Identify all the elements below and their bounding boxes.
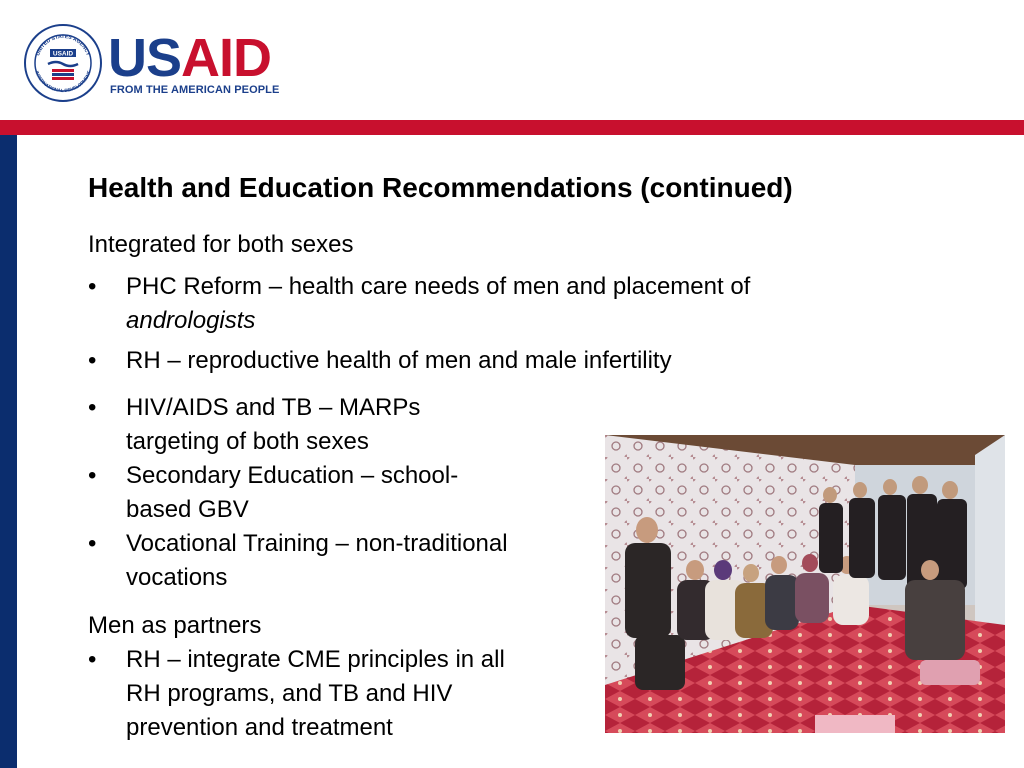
- seal-center-text: USAID: [52, 50, 74, 58]
- header-red-band: [0, 120, 1024, 135]
- bullet-dot: •: [88, 347, 97, 374]
- bullet-text-italic: andrologists: [126, 307, 256, 334]
- bullet-list-integrated-top: [88, 270, 888, 378]
- wordmark-us: US: [108, 28, 182, 88]
- bullet-dot: •: [88, 530, 97, 557]
- bullet-list-partners: [88, 643, 598, 745]
- group-photo: [605, 435, 1005, 733]
- wordmark-aid: AID: [181, 28, 272, 88]
- bullet-text: RH – reproductive health of men and male infertility: [126, 347, 672, 374]
- seal-text-bottom: INTERNATIONAL DEVELOPMENT: [34, 70, 92, 94]
- list-item: [88, 643, 598, 745]
- section-heading-partners: Men as partners: [88, 612, 262, 639]
- bullet-dot: •: [88, 646, 97, 673]
- list-item: [88, 527, 598, 595]
- section-heading-integrated: Integrated for both sexes: [88, 231, 354, 258]
- left-accent-bar: [0, 135, 17, 768]
- bullet-text: Vocational Training – non-traditional: [126, 530, 508, 557]
- bullet-list-integrated-bottom: [88, 391, 598, 595]
- list-item: [88, 344, 888, 378]
- list-item: [88, 391, 598, 459]
- group-photo-image: [605, 435, 1005, 733]
- bullet-dot: •: [88, 273, 97, 300]
- usaid-wordmark: [108, 28, 272, 88]
- bullet-text: based GBV: [126, 496, 249, 523]
- bullet-text: targeting of both sexes: [126, 428, 369, 455]
- list-item: [88, 270, 888, 338]
- bullet-text: RH programs, and TB and HIV: [126, 680, 453, 707]
- bullet-text: PHC Reform – health care needs of men and placement of: [126, 273, 751, 300]
- bullet-text: vocations: [126, 564, 228, 591]
- slide-title: Health and Education Recommendations (continued): [88, 172, 793, 203]
- bullet-text: HIV/AIDS and TB – MARPs: [126, 394, 421, 421]
- bullet-dot: •: [88, 462, 97, 489]
- usaid-seal-icon: [24, 24, 102, 102]
- bullet-text: Secondary Education – school-: [126, 462, 459, 489]
- bullet-text: RH – integrate CME principles in all: [126, 646, 505, 673]
- bullet-text: prevention and treatment: [126, 714, 393, 741]
- header: [0, 0, 1024, 120]
- tagline: FROM THE AMERICAN PEOPLE: [110, 84, 280, 96]
- seal-text-top: UNITED STATES AGENCY: [35, 33, 91, 57]
- list-item: [88, 459, 598, 527]
- bullet-dot: •: [88, 394, 97, 421]
